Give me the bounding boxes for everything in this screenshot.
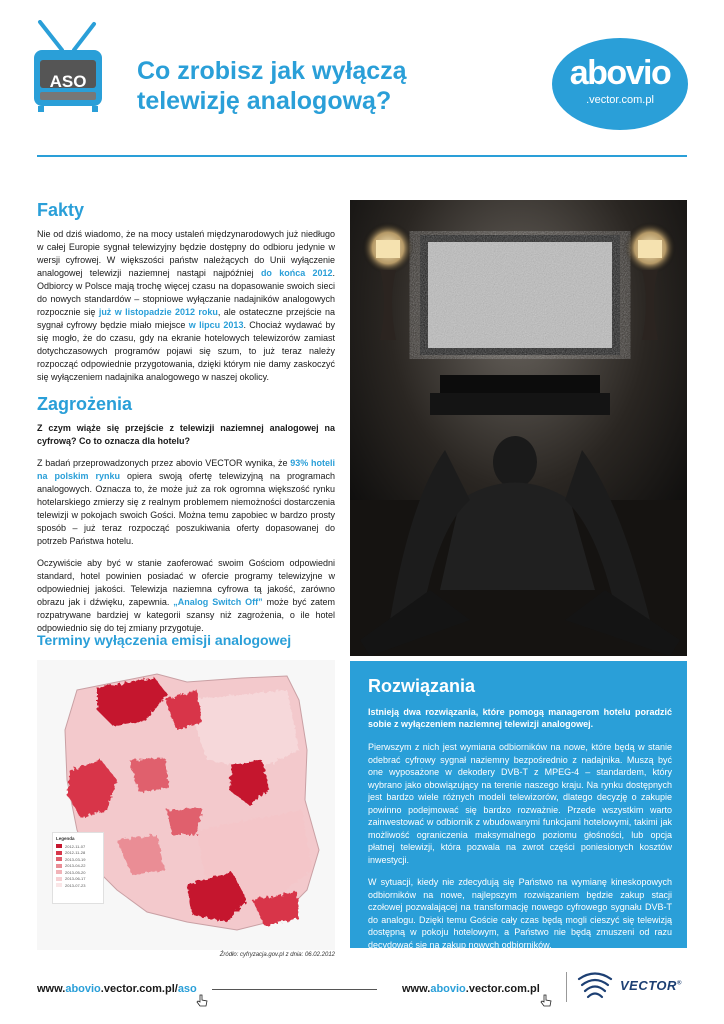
abovio-logo [552,38,688,130]
legend-title: Legenda [56,836,75,841]
legend-swatch [56,883,62,887]
legend-swatch [56,857,62,861]
legend-label: 2013-06-17 [65,876,86,882]
tv-static-photo [350,200,687,656]
vector-logo-mark-icon [576,970,614,1004]
map-legend [52,832,104,904]
legend-label: 2012-11-07 [65,843,86,849]
solutions-body [368,741,672,961]
map-source: Źródło: cyfryzacja.gov.pl z dnia: 06.02.2012 [219,952,335,958]
pointer-icon [540,994,552,1008]
footer-divider-line [212,989,377,990]
logo-word: abovio [569,54,671,92]
footer-vertical-divider [566,972,567,1002]
legend-swatch [56,870,62,874]
solutions-paragraph-2: W sytuacji, kiedy nie zdecydują się Państwo na wymianę kineskopowych odbiorników na nowe, najlepszym rozwiązaniem będzie zakup stacji czołowej pozwalającej na transformację nowego cyfrowego sygnału DVB-T do analogu. Dzięki temu Goście cały czas będą mogli cieszyć się telewizją dostępną w pokoju hotelowym, a Państwo nie będą zmuszeni od razu decydować się na zakup nowych odbiorników. [368,877,672,950]
aso-badge-text: ASO [49,72,87,91]
legend-label: 2013-03-19 [65,856,86,862]
footer-link-aso[interactable]: www.abovio.vector.com.pl/aso [37,983,197,995]
solutions-paragraph-1: Pierwszym z nich jest wymiana odbiorników na nowe, które będą w stanie odebrać cyfrowy sygnał naziemny bezpośrednio z nadajnika. Muszą być one wyposażone w dekodery DVB-T z MPEG-4 – standardem, który wybrano jako obowiązujący na terenie naszego kraju. Na rynku dostępnych jest bardzo wiele różnych modeli telewizorów, dlatego decyzję o zakupie powinno podejmować się bardzo rozważnie. Przede wszystkim warto zainwestować w odbiornik z wbudowanymi funkcjami hotelowymi, takimi jak możliwość ograniczenia maksymalnego poziomu głośności, lub opcja płatnej telewizji, która pozwala na zwrot części poniesionych kosztów inwestycji. [368,742,672,865]
terms-heading: Terminy wyłączenia emisji analogowej [37,632,292,648]
logo-sub: .vector.com.pl [586,94,654,106]
solutions-lead: Istnieją dwa rozwiązania, które pomogą managerom hotelu poradzić sobie z wyłączeniem naziemnej telewizji analogowej. [368,707,672,729]
legend-label: 2012-11-28 [65,850,86,856]
vector-wordmark: VECTOR® [620,978,682,993]
title-line-1: Co zrobisz jak wyłączą [137,57,407,85]
solutions-heading: Rozwiązania [368,676,476,696]
legend-item [56,882,100,889]
legend-label: 2013-05-20 [65,869,86,875]
pointer-icon [196,994,208,1008]
page-title [137,56,467,116]
threats-question: Z czym wiąże się przejście z telewizji naziemnej analogowej na cyfrową? Co to oznacza dla hotelu? [37,423,335,446]
footer-link-home[interactable]: www.abovio.vector.com.pl [402,983,540,995]
aso-tv-icon [22,20,114,120]
legend-label: 2013-07-23 [65,882,86,888]
threats-heading: Zagrożenia [37,394,133,414]
legend-swatch [56,877,62,881]
legend-swatch [56,864,62,868]
facts-heading: Fakty [37,200,85,220]
solutions-box [350,661,687,948]
poland-shutdown-map [37,660,335,950]
legend-swatch [56,844,62,848]
facts-text: Nie od dziś wiadomo, że na mocy ustaleń międzynarodowych już niedługo w całej Europie sygnał telewizyjny będzie dostępny do odbioru jedynie w wersji cyfrowej. W większości państw należących do Unii wyłączenie analogowej telewizji naziemnej nastąpi najpóźniej do końca 2012. Odbiorcy w Polsce mają trochę więcej czasu na dopasowanie swoich sieci do nowych standardów – stopniowe wyłączanie nadajników analogowych rozpocznie się już w listopadzie 2012 roku, ale ostateczne przejście na sygnał cyfrowy będzie miało miejsce w lipcu 2013. Chociaż wydawać by się mogło, że do czasu, gdy na ekranie hotelowych telewizorów zamiast dotychczasowych programów pojawi się szum, to już teraz należy rozpocząć odpowiednie przygotowania, dzięki którym nie damy zaskoczyć się wyłączeniem nadajnika analogowego w naszej okolicy. [37,229,336,382]
threats-text: Z czym wiąże się przejście z telewizji naziemnej analogowej na cyfrową? Co to oznacza dla hotelu? Z badań przeprowadzonych przez abovio VECTOR wynika, że 93% hoteli na polskim rynku opiera swoją ofertę telewizyjną na programach analogowych. Oznacza to, że może już za rok ogromna większość rynku hotelarskiego zmierzy się z realnym problemem niemożności dostarczenia telewizji w pokojach swoich Gości. Można temu zapobiec w bardzo prosty sposób – już teraz rozpocząć poszukiwania oferty dopasowanej do potrzeb Państwa hotelu. Oczywiście aby być w stanie zaoferować swoim Gościom odpowiedni standard, hotel powinien posiadać w ofercie programy telewizyjne w odpowiedniej jakości. Telewizja naziemna cyfrowa tą jakość, zarówno obrazu jak i dźwięku, zapewnia. „Analog Switch Off” może być zatem rozpatrywane bardziej w kategorii szansy niż zagrożenia, o ile hotel odpowiednio się do tej zmiany przygotuje. [37,423,335,633]
header-divider [37,155,687,157]
legend-label: 2013-04-22 [65,863,86,869]
legend-swatch [56,851,62,855]
title-line-2: telewizję analogową? [137,87,392,115]
